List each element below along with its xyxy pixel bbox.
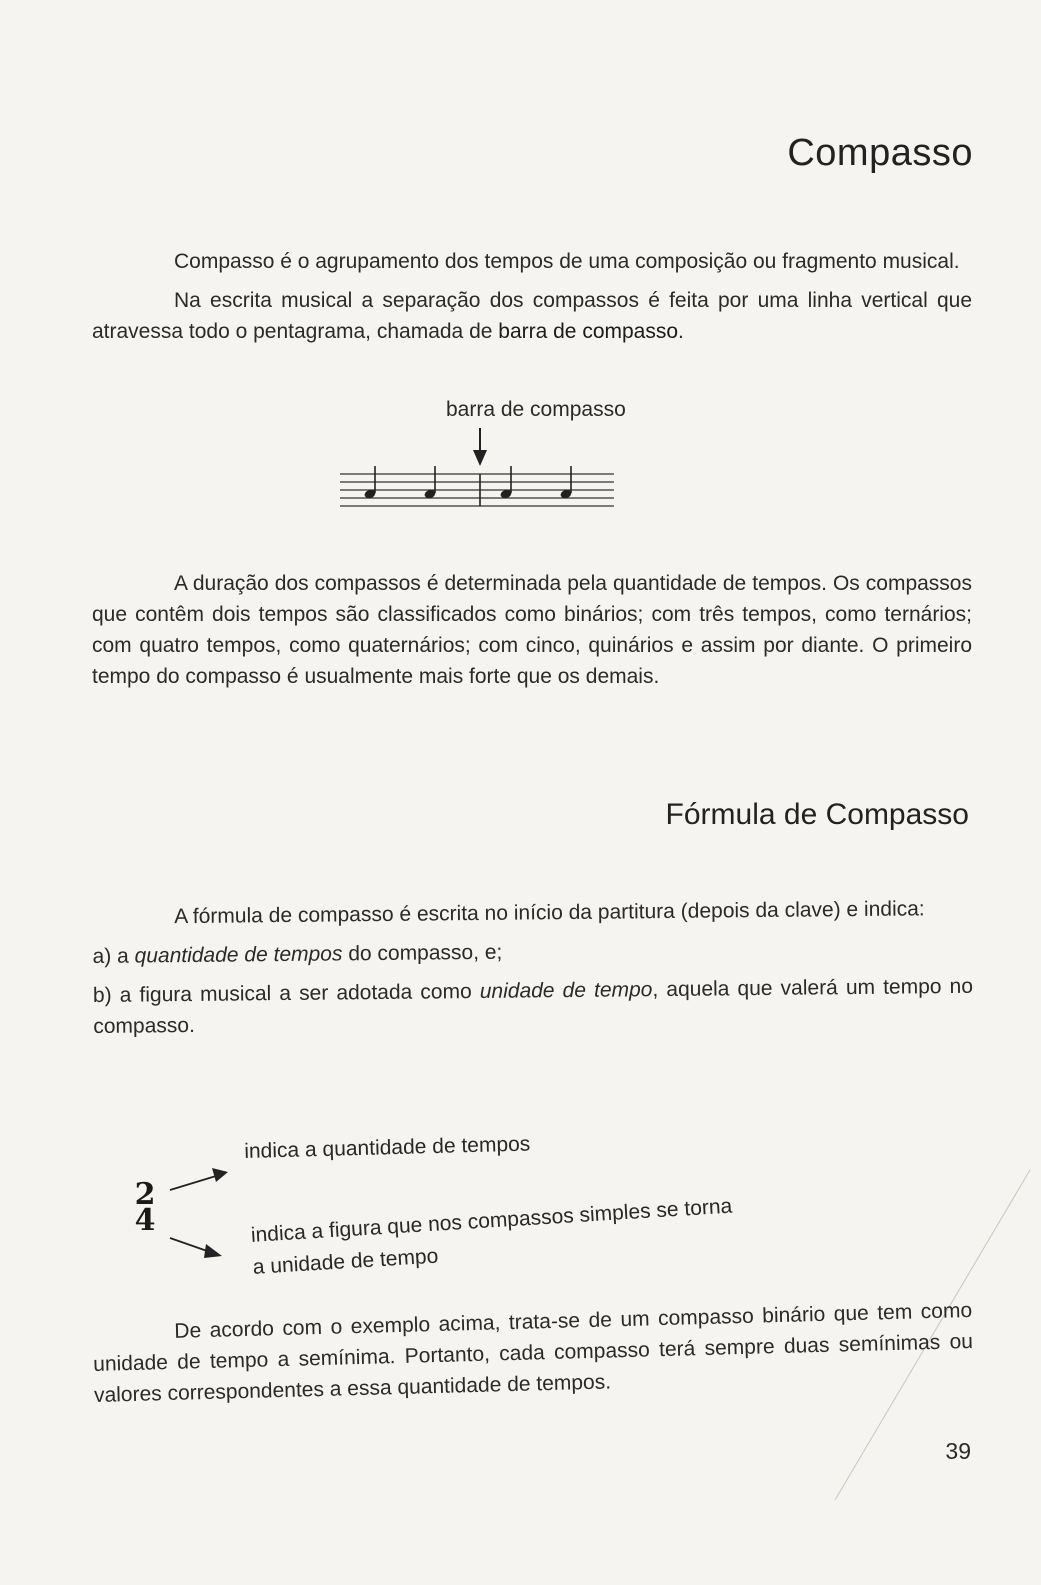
intro-sentence-1: Compasso é o agrupamento dos tempos de uma composição ou fragmento musical.: [174, 250, 960, 273]
duration-paragraph: [92, 568, 972, 692]
intro-paragraph: [92, 246, 972, 347]
section-title: Fórmula de Compasso: [665, 798, 969, 831]
denominator-label-line-1: indica a figura que nos compassos simples se torna: [250, 1194, 733, 1247]
formula-paragraph: [92, 893, 973, 1042]
time-signature: [128, 1177, 162, 1238]
item-a-italic: quantidade de tempos: [134, 942, 343, 968]
quarter-note-1: [363, 466, 376, 500]
page-title: Compasso: [787, 132, 973, 174]
time-signature-numerator: 2: [134, 1177, 156, 1212]
page-number: 39: [945, 1438, 971, 1464]
down-arrow-icon: [473, 428, 487, 466]
intro-sentence-2-end: .: [678, 320, 684, 343]
quarter-note-4: [559, 466, 572, 500]
time-signature-arrows: [160, 1160, 240, 1270]
denominator-label-line-2: a unidade de tempo: [252, 1244, 439, 1279]
formula-intro: A fórmula de compasso é escrita no início da partitura (depois da clave) e indica:: [174, 897, 925, 929]
quarter-note-3: [499, 466, 512, 500]
duration-text: A duração dos compassos é determinada pela quantidade de tempos. Os compassos que contêm dois tempos são classificados como binários; com três tempos, como ternários; com quatro tempos, como quaternários; com cinco, quinários e assim por diante. O primeiro tempo do compasso é usualmente mais forte que os demais.: [92, 572, 972, 688]
intro-bold-term: barra de compasso: [498, 320, 679, 343]
item-b-suffix: , aquela que valerá um tempo no compasso.: [93, 974, 974, 1038]
item-a-prefix: a) a: [92, 944, 135, 968]
item-a-suffix: do compasso, e;: [342, 940, 503, 966]
numerator-label: indica a quantidade de tempos: [244, 1132, 531, 1163]
arrow-up-right-icon: [170, 1168, 228, 1190]
item-b-italic: unidade de tempo: [479, 978, 653, 1003]
arrow-down-right-icon: [170, 1238, 222, 1258]
staff-annotation-label: barra de compasso: [446, 398, 626, 421]
staff-lines: [340, 474, 614, 506]
intro-sentence-2: Na escrita musical a separação dos compassos é feita por uma linha vertical que atravessa todo o pentagrama, chamada de: [92, 289, 972, 343]
staff-figure: [330, 422, 630, 522]
time-signature-denominator: 4: [134, 1203, 156, 1238]
quarter-note-2: [423, 466, 436, 500]
conclusion-text: De acordo com o exemplo acima, trata-se de um compasso binário que tem como unidade de tempo a semínima. Portanto, cada compasso terá sempre duas semínimas ou valores correspondentes a essa quantidade de tempos.: [92, 1298, 974, 1407]
item-b-prefix: b) a figura musical a ser adotada como: [92, 979, 480, 1007]
